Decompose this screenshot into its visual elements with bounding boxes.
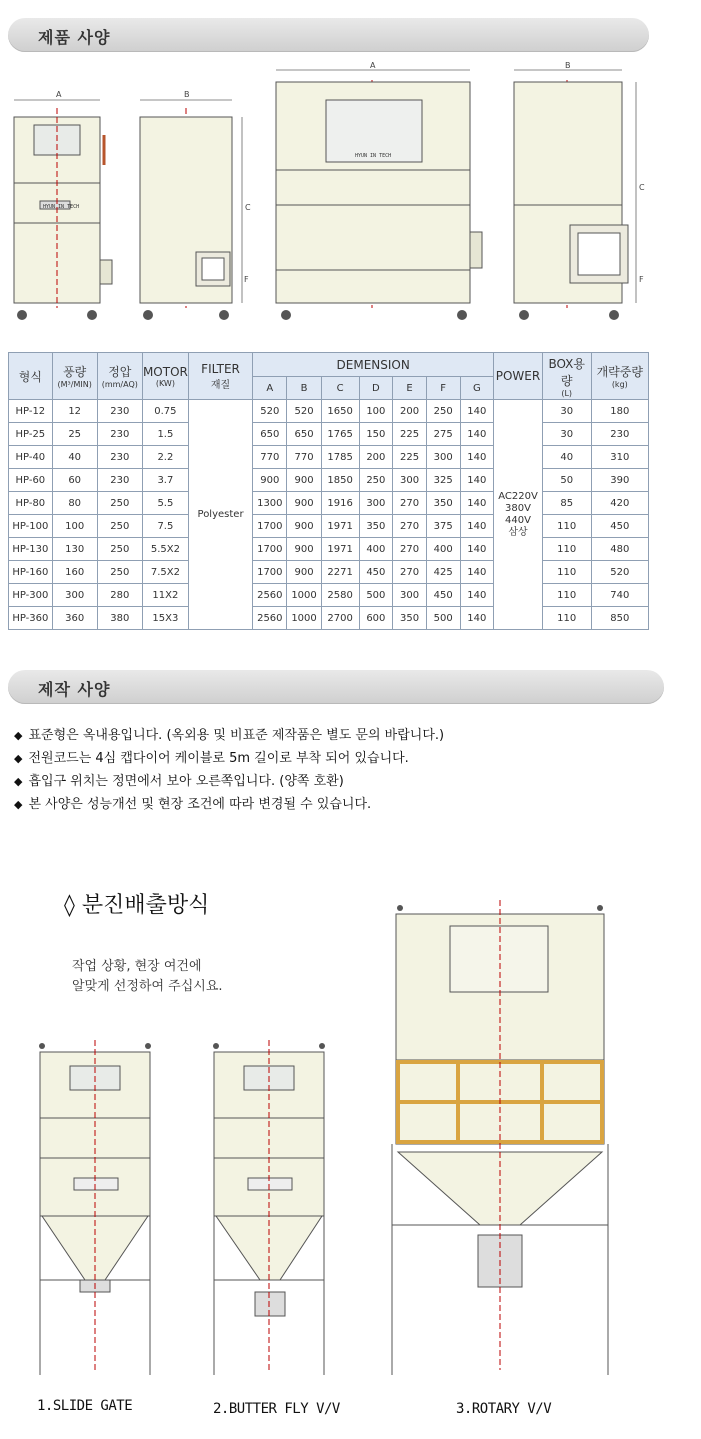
large-plate-text: HYUN IN TECH [355, 153, 392, 159]
cell-dim: 2700 [321, 607, 359, 630]
cell-dim: 275 [426, 423, 460, 446]
cell-dim: 400 [426, 538, 460, 561]
table-row [9, 469, 649, 492]
cell-pressure: 230 [97, 469, 142, 492]
cell-airflow: 160 [52, 561, 97, 584]
cell-model: HP-40 [9, 446, 53, 469]
col-pressure: 정압 (mm/AQ) [97, 353, 142, 400]
cell-dim: 1916 [321, 492, 359, 515]
cell-dim: 1650 [321, 400, 359, 423]
cell-box: 50 [542, 469, 591, 492]
cell-pressure: 230 [97, 423, 142, 446]
cell-dim: 225 [393, 423, 427, 446]
cell-weight: 740 [591, 584, 648, 607]
product-spec-title: 제품 사양 [38, 28, 111, 47]
cell-dim: 650 [253, 423, 287, 446]
col-dim-b: B [287, 377, 321, 400]
cell-airflow: 40 [52, 446, 97, 469]
cell-model: HP-130 [9, 538, 53, 561]
dim-label-b2: B [565, 61, 571, 70]
cell-dim: 770 [253, 446, 287, 469]
table-row [9, 607, 649, 630]
cell-dim: 1850 [321, 469, 359, 492]
cell-weight: 850 [591, 607, 648, 630]
col-weight: 개략중량 (kg) [591, 353, 648, 400]
cell-weight: 520 [591, 561, 648, 584]
note-item: ◆ 흡입구 위치는 정면에서 보아 오른쪽입니다. (양쪽 호환) [14, 774, 344, 789]
cell-model: HP-12 [9, 400, 53, 423]
cell-dim: 900 [287, 492, 321, 515]
cell-dim: 250 [426, 400, 460, 423]
cell-dim: 300 [393, 469, 427, 492]
cell-dim: 140 [460, 515, 494, 538]
cell-dim: 1000 [287, 607, 321, 630]
cell-dim: 2560 [253, 607, 287, 630]
power-line: 삼상 [508, 526, 528, 538]
cell-airflow: 130 [52, 538, 97, 561]
cell-dim: 140 [460, 538, 494, 561]
discharge-desc-line2: 알맞게 선정하여 주십시요. [72, 979, 223, 994]
table-row [9, 538, 649, 561]
cell-airflow: 360 [52, 607, 97, 630]
cell-dim: 900 [287, 538, 321, 561]
cell-motor: 5.5X2 [142, 538, 188, 561]
cell-dim: 520 [253, 400, 287, 423]
cell-dim: 1000 [287, 584, 321, 607]
cell-pressure: 280 [97, 584, 142, 607]
cell-power [494, 400, 543, 630]
cell-dim: 270 [393, 492, 427, 515]
cell-dim: 140 [460, 446, 494, 469]
power-line: 440V [505, 514, 531, 526]
note-item: ◆ 전원코드는 4심 캡다이어 케이블로 5m 길이로 부착 되어 있습니다. [14, 751, 409, 766]
cell-dim: 300 [426, 446, 460, 469]
col-box: BOX용량 (L) [542, 353, 591, 400]
cell-dim: 450 [426, 584, 460, 607]
power-line: 380V [505, 502, 531, 514]
cell-dim: 350 [359, 515, 393, 538]
cell-dim: 250 [359, 469, 393, 492]
cell-pressure: 250 [97, 538, 142, 561]
cell-dim: 2271 [321, 561, 359, 584]
cell-box: 40 [542, 446, 591, 469]
cell-dim: 425 [426, 561, 460, 584]
caption-butterfly: 2.BUTTER FLY V/V [213, 1401, 340, 1417]
col-dim-d: D [359, 377, 393, 400]
col-airflow: 풍량 (M³/MIN) [52, 353, 97, 400]
col-filter: FILTER 재질 [188, 353, 252, 400]
table-row [9, 515, 649, 538]
cell-model: HP-60 [9, 469, 53, 492]
cell-motor: 1.5 [142, 423, 188, 446]
cell-pressure: 230 [97, 400, 142, 423]
cell-model: HP-360 [9, 607, 53, 630]
cell-dim: 270 [393, 561, 427, 584]
cell-model: HP-100 [9, 515, 53, 538]
cell-dim: 770 [287, 446, 321, 469]
col-dim-c: C [321, 377, 359, 400]
small-plate-text: HYUN IN TECH [43, 204, 80, 210]
cell-filter: Polyester [188, 400, 252, 630]
cell-dim: 900 [287, 469, 321, 492]
cell-dim: 375 [426, 515, 460, 538]
cell-weight: 180 [591, 400, 648, 423]
table-row [9, 584, 649, 607]
cell-airflow: 100 [52, 515, 97, 538]
cell-dim: 350 [426, 492, 460, 515]
dim-label-c2: C [639, 183, 645, 192]
cell-dim: 500 [426, 607, 460, 630]
dim-label-a1: A [56, 90, 62, 99]
cell-dim: 600 [359, 607, 393, 630]
cell-weight: 420 [591, 492, 648, 515]
spec-table [8, 352, 649, 630]
cell-dim: 300 [359, 492, 393, 515]
cell-weight: 480 [591, 538, 648, 561]
cell-airflow: 12 [52, 400, 97, 423]
cell-dim: 500 [359, 584, 393, 607]
discharge-drawings [0, 900, 701, 1390]
cell-dim: 400 [359, 538, 393, 561]
cell-dim: 150 [359, 423, 393, 446]
cell-motor: 15X3 [142, 607, 188, 630]
cell-model: HP-80 [9, 492, 53, 515]
cell-box: 110 [542, 538, 591, 561]
notes-list [14, 724, 444, 816]
cell-airflow: 300 [52, 584, 97, 607]
cell-dim: 900 [287, 515, 321, 538]
col-dim-e: E [393, 377, 427, 400]
cell-dim: 140 [460, 469, 494, 492]
dim-label-c1: C [245, 203, 251, 212]
cell-weight: 230 [591, 423, 648, 446]
cell-dim: 2580 [321, 584, 359, 607]
table-row [9, 400, 649, 423]
cell-weight: 450 [591, 515, 648, 538]
cell-dim: 650 [287, 423, 321, 446]
cell-dim: 1785 [321, 446, 359, 469]
caption-rotary: 3.ROTARY V/V [456, 1401, 552, 1417]
cell-dim: 270 [393, 515, 427, 538]
discharge-title: ◊ 분진배출방식 [64, 893, 210, 918]
dim-label-f2: F [639, 275, 644, 284]
table-row [9, 561, 649, 584]
note-item: ◆ 표준형은 옥내용입니다. (옥외용 및 비표준 제작품은 별도 문의 바랍니다.) [14, 728, 445, 743]
cell-box: 30 [542, 423, 591, 446]
table-row [9, 446, 649, 469]
cell-pressure: 380 [97, 607, 142, 630]
col-dimension: DEMENSION [253, 353, 494, 377]
cell-motor: 0.75 [142, 400, 188, 423]
col-motor: MOTOR (KW) [142, 353, 188, 400]
cell-dim: 140 [460, 584, 494, 607]
cell-motor: 2.2 [142, 446, 188, 469]
table-row [9, 423, 649, 446]
cell-dim: 1765 [321, 423, 359, 446]
caption-slide-gate: 1.SLIDE GATE [37, 1398, 133, 1414]
discharge-desc-line1: 작업 상황, 현장 여건에 [72, 959, 202, 974]
cell-dim: 1971 [321, 515, 359, 538]
power-line: AC220V [498, 490, 538, 502]
col-dim-f: F [426, 377, 460, 400]
cell-pressure: 230 [97, 446, 142, 469]
cell-dim: 2560 [253, 584, 287, 607]
manufacture-spec-bar [8, 670, 664, 704]
col-dim-a: A [253, 377, 287, 400]
cell-weight: 310 [591, 446, 648, 469]
dim-label-a2: A [370, 61, 376, 70]
cell-dim: 200 [359, 446, 393, 469]
cell-dim: 300 [393, 584, 427, 607]
cell-motor: 7.5X2 [142, 561, 188, 584]
cell-airflow: 25 [52, 423, 97, 446]
cell-dim: 350 [393, 607, 427, 630]
cell-model: HP-160 [9, 561, 53, 584]
cell-airflow: 80 [52, 492, 97, 515]
cell-dim: 140 [460, 492, 494, 515]
cell-dim: 140 [460, 400, 494, 423]
cell-motor: 11X2 [142, 584, 188, 607]
cell-box: 110 [542, 515, 591, 538]
cell-pressure: 250 [97, 515, 142, 538]
manufacture-spec-title: 제작 사양 [38, 680, 111, 699]
cell-dim: 1700 [253, 515, 287, 538]
col-dim-g: G [460, 377, 494, 400]
note-item: ◆ 본 사양은 성능개선 및 현장 조건에 따라 변경될 수 있습니다. [14, 797, 372, 812]
cell-dim: 140 [460, 561, 494, 584]
cell-dim: 520 [287, 400, 321, 423]
cell-box: 110 [542, 584, 591, 607]
cell-dim: 325 [426, 469, 460, 492]
dim-label-f1: F [244, 275, 249, 284]
cell-dim: 140 [460, 423, 494, 446]
cell-dim: 100 [359, 400, 393, 423]
cell-dim: 900 [253, 469, 287, 492]
cell-pressure: 250 [97, 492, 142, 515]
cell-dim: 900 [287, 561, 321, 584]
cell-dim: 1700 [253, 538, 287, 561]
cell-dim: 200 [393, 400, 427, 423]
cell-dim: 1300 [253, 492, 287, 515]
table-row [9, 492, 649, 515]
cell-model: HP-300 [9, 584, 53, 607]
cell-dim: 1700 [253, 561, 287, 584]
cell-weight: 390 [591, 469, 648, 492]
cell-model: HP-25 [9, 423, 53, 446]
col-model: 형식 [9, 353, 53, 400]
cell-box: 85 [542, 492, 591, 515]
cell-motor: 7.5 [142, 515, 188, 538]
cell-airflow: 60 [52, 469, 97, 492]
cell-dim: 225 [393, 446, 427, 469]
cell-motor: 3.7 [142, 469, 188, 492]
product-drawings [0, 60, 701, 325]
cell-dim: 140 [460, 607, 494, 630]
cell-dim: 1971 [321, 538, 359, 561]
cell-box: 110 [542, 561, 591, 584]
cell-box: 110 [542, 607, 591, 630]
cell-pressure: 250 [97, 561, 142, 584]
col-power: POWER [494, 353, 543, 400]
product-spec-bar [8, 18, 649, 52]
cell-motor: 5.5 [142, 492, 188, 515]
dim-label-b1: B [184, 90, 190, 99]
cell-dim: 270 [393, 538, 427, 561]
cell-box: 30 [542, 400, 591, 423]
cell-dim: 450 [359, 561, 393, 584]
